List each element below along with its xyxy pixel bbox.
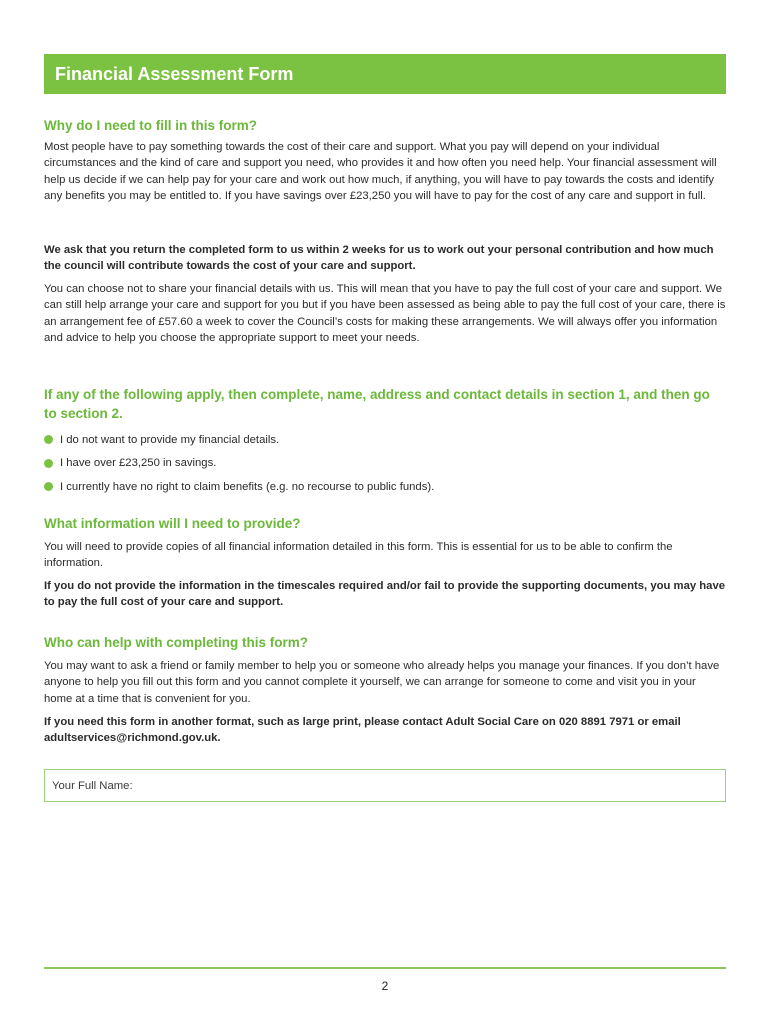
para-why-2: We ask that you return the completed form to us within 2 weeks for us to work out your personal contribution and how much the council will contribute towards the cost of your care and support. <box>44 244 714 273</box>
heading-apply: If any of the following apply, then complete, name, address and contact details in section 1, and then go to section 2. <box>44 387 710 421</box>
para-info-1: You will need to provide copies of all financial information detailed in this form. This is essential for us to be able to confirm the information. <box>44 541 673 570</box>
bullet-dot-icon <box>44 435 53 444</box>
para-why-3: You can choose not to share your financial details with us. This will mean that you have to pay the full cost of your care and support. We can still help arrange your care and support for you but if you have been assessed as being able to pay the full cost of your care, there is an arrangement fee of £57.60 a week to cover the Council’s costs for making these arrangements. We will always offer you information and advice to help you choose the appropriate support to meet your needs. <box>44 283 726 344</box>
heading-info: What information will I need to provide? <box>44 516 301 531</box>
bullet-list <box>44 428 726 499</box>
list-item: I currently have no right to claim benefits (e.g. no recourse to public funds). <box>44 475 726 499</box>
full-name-label: Your Full Name: <box>52 779 133 792</box>
list-item: I do not want to provide my financial details. <box>44 428 726 452</box>
footer-divider <box>44 967 726 969</box>
para-info-2: If you do not provide the information in the timescales required and/or fail to provide the supporting documents, you may have to pay the full cost of your care and support. <box>44 580 726 609</box>
para-help-2: If you need this form in another format, such as large print, please contact Adult Social Care on 020 8891 7971 or email adultservices@richmond.gov.uk. <box>44 716 681 745</box>
para-why-1: Most people have to pay something towards the cost of their care and support. What you pay will depend on your individual circumstances and the kind of care and support you need, who provides it and how often you need help. Your financial assessment will help us decide if we can help pay for your care and work out how much, if anything, you will have to pay towards the costs and identify any benefits you may be entitled to. If you have savings over £23,250 you will have to pay for the cost of any care and support in full. <box>44 141 717 202</box>
para-help-1: You may want to ask a friend or family member to help you or someone who already helps you manage your finances. If you don’t have anyone to help you fill out this form and you cannot complete it yourself, we can arrange for someone to come and visit you in your home at a time that is convenient for you. <box>44 660 720 705</box>
bullet-dot-icon <box>44 459 53 468</box>
page-number: 2 <box>381 979 389 993</box>
full-name-field[interactable] <box>44 769 726 802</box>
heading-why: Why do I need to fill in this form? <box>44 118 257 133</box>
heading-help: Who can help with completing this form? <box>44 635 308 650</box>
page-title: Financial Assessment Form <box>55 63 294 84</box>
bullet-dot-icon <box>44 482 53 491</box>
title-banner <box>44 54 726 94</box>
list-item: I have over £23,250 in savings. <box>44 452 726 476</box>
